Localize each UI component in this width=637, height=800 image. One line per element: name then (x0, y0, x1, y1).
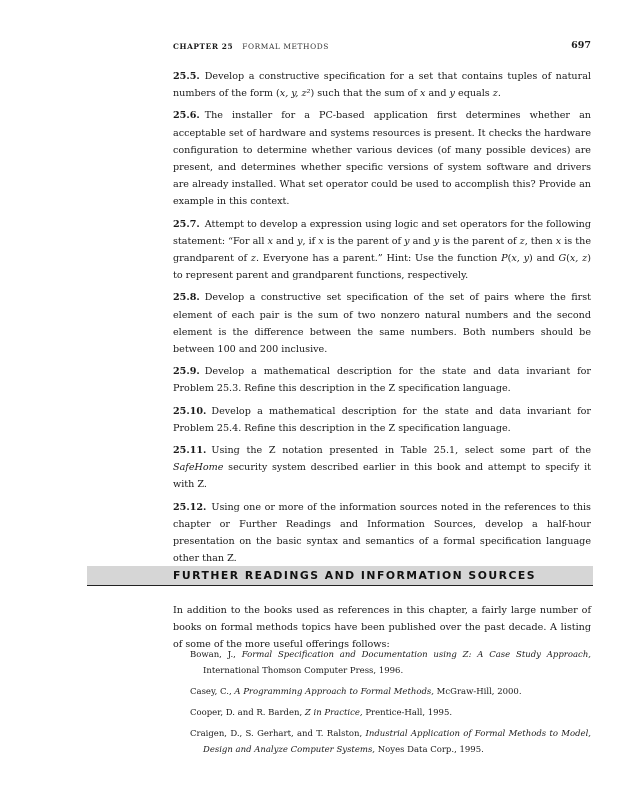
page-number: 697 (571, 40, 591, 51)
problem-math: G (558, 253, 567, 265)
problem-25-8 (173, 289, 591, 358)
problem-text: , if (302, 235, 319, 247)
problems-list (173, 68, 591, 572)
problem-math: y (297, 235, 303, 247)
reference-item (190, 684, 591, 700)
problem-math: x (318, 235, 324, 247)
problem-25-10 (173, 403, 591, 437)
section-intro: In addition to the books used as references in this chapter, a fairly large number of books on formal methods topics have been published over the past decade. A listing of some of the more useful offerings follows: (173, 604, 591, 650)
ref-title: Formal Specification and Documentation using Z: A Case Study Approach, (241, 650, 591, 660)
problem-math: x, y (511, 253, 530, 265)
problem-number: 25.11. (173, 445, 207, 457)
problem-text: ) and (529, 253, 559, 265)
problem-text: security system described earlier in this book and attempt to specify it with Z. (173, 462, 591, 491)
problem-text: ) to represent parent and grandparent functions, respectively. (173, 253, 591, 282)
problem-math: P (501, 253, 508, 265)
problem-25-7 (173, 216, 591, 285)
problem-text: ) such that the sum of (310, 88, 420, 100)
ref-author: Bowan, J., (190, 650, 242, 660)
problem-number: 25.5. (173, 71, 200, 82)
problem-text: , then (524, 235, 556, 247)
reference-item (190, 705, 591, 721)
problem-25-5 (173, 68, 591, 102)
ref-author: Craigen, D., S. Gerhart, and T. Ralston, (190, 729, 366, 739)
ref-publisher: Prentice-Hall, 1995. (362, 708, 453, 718)
problem-math: x (555, 235, 562, 247)
problem-math: x (419, 88, 426, 100)
problem-math: x, y, z² (279, 88, 311, 100)
problem-25-9 (173, 363, 591, 397)
problem-number: 25.12. (173, 501, 207, 513)
reference-item (190, 726, 591, 758)
problem-number: 25.7. (173, 218, 200, 230)
problem-text: equals (454, 88, 493, 100)
problem-number: 25.10. (173, 405, 207, 417)
problem-text: Develop a constructive specification for a set that contains tuples of natural numbers of the form ( (173, 71, 591, 100)
problem-text: and (409, 235, 434, 247)
ref-title: Z in Practice, (304, 708, 363, 718)
ref-title: Industrial Application of Formal Methods to Model, Design and Analyze Computer Systems, (203, 729, 591, 755)
reference-item (190, 647, 591, 679)
running-head (173, 42, 591, 54)
problem-25-12 (173, 499, 591, 568)
problem-text: The installer for a PC-based application first determines whether an acceptable set of hardware and systems resources is present. It checks the hardware configuration to determine whether various devices (of many possible devices) are present, and determines whether specific versions of system software and drivers are already installed. What set operator could be used to accomplish this? Provide an example in this context. (173, 110, 591, 208)
problem-number: 25.9. (173, 366, 200, 378)
ref-publisher: International Thomson Computer Press, 1996. (203, 666, 404, 676)
ref-publisher: McGraw-Hill, 2000. (433, 687, 522, 697)
problem-text: ( (566, 253, 570, 265)
reference-list (190, 647, 591, 763)
problem-math: y (449, 88, 455, 100)
problem-math: x, z (569, 253, 588, 265)
section-label: FORMAL METHODS (242, 42, 329, 51)
problem-25-6 (173, 107, 591, 210)
section-heading: FURTHER READINGS AND INFORMATION SOURCES (173, 569, 537, 582)
problem-text: . Everyone has a parent.” Hint: Use the function (255, 253, 502, 265)
problem-text: Develop a mathematical description for the state and data invariant for Problem 25.4. Refine this description in the Z specification language. (173, 405, 591, 434)
ref-publisher: Noyes Data Corp., 1995. (375, 745, 484, 755)
problem-number: 25.6. (173, 110, 200, 122)
problem-emphasis: SafeHome (173, 462, 224, 474)
problem-text: ( (507, 253, 512, 265)
problem-math: y (433, 235, 440, 247)
problem-text: Using the Z notation presented in Table 25.1, select some part of the (211, 445, 591, 457)
problem-25-11 (173, 442, 591, 494)
problem-math: y (404, 235, 410, 247)
problem-text: . (497, 88, 501, 100)
problem-text: and (272, 235, 298, 247)
problem-text: Attempt to develop a expression using logic and set operators for the following statement: “For all (173, 218, 591, 247)
ref-author: Casey, C., (190, 687, 235, 697)
problem-text: Develop a constructive set specification of the set of pairs where the first element of each pair is the sum of two nonzero natural numbers and the second element is the difference between the same numbers. Both numbers should be between 100 and 200 inclusive. (173, 292, 591, 356)
problem-text: Develop a mathematical description for the state and data invariant for Problem 25.3. Refine this description in the Z specification language. (173, 366, 591, 395)
problem-number: 25.8. (173, 292, 200, 304)
problem-text: and (425, 88, 450, 100)
problem-text: is the grandparent of (173, 235, 592, 265)
problem-text: is the parent of (323, 235, 405, 247)
problem-math: x (267, 235, 273, 247)
section-heading-bar (87, 566, 593, 586)
ref-author: Cooper, D. and R. Barden, (190, 708, 305, 718)
problem-math: z (250, 253, 256, 265)
problem-math: z (519, 235, 525, 247)
problem-text: is the parent of (439, 235, 520, 247)
problem-text: Using one or more of the information sources noted in the references to this chapter or Further Readings and Information Sources, develop a half-hour presentation on the basic syntax and semantics of a formal specification language other than Z. (173, 501, 591, 565)
chapter-label: CHAPTER 25 (173, 42, 234, 51)
problem-math: z (492, 88, 498, 100)
ref-title: A Programming Approach to Formal Methods, (234, 687, 434, 697)
